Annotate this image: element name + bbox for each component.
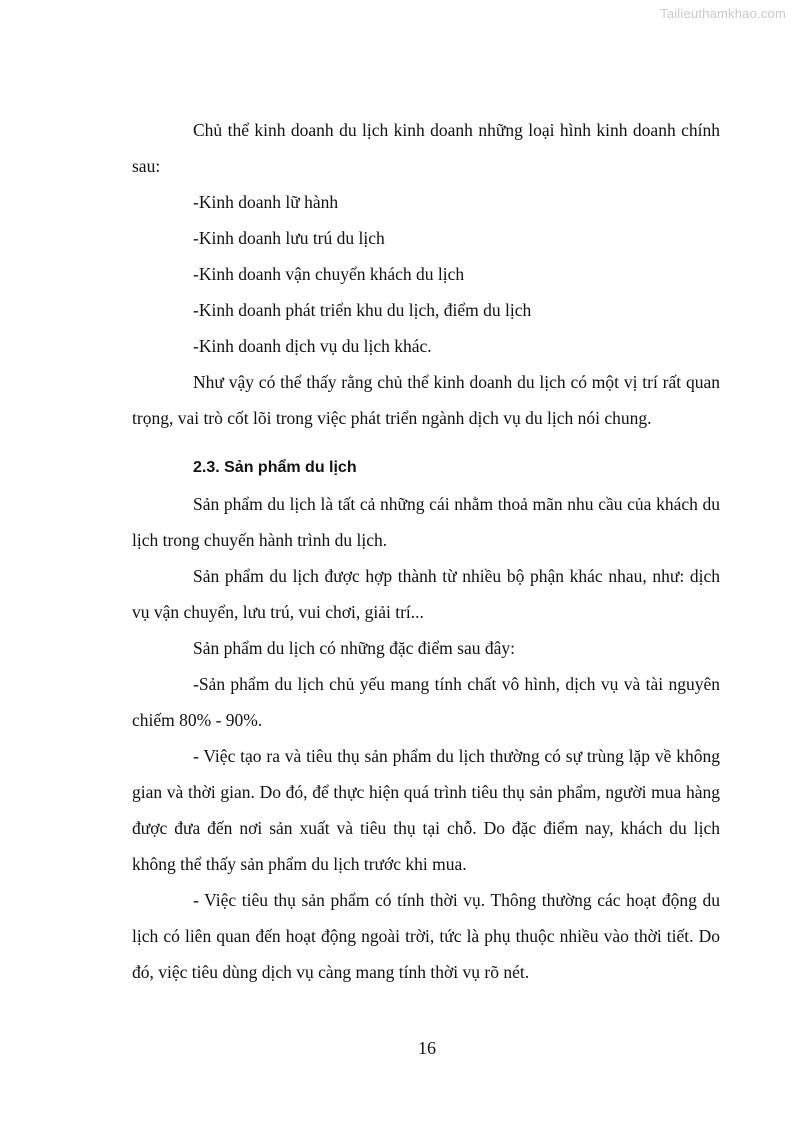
- list-item: -Kinh doanh dịch vụ du lịch khác.: [193, 336, 432, 356]
- paragraph-characteristics-intro: Sản phẩm du lịch có những đặc điểm sau đây:: [193, 638, 515, 658]
- paragraph-characteristic-seasonal: - Việc tiêu thụ sản phẩm có tính thời vụ. Thông thường các hoạt động du lịch có liên quan đến hoạt động ngoài trời, tức là phụ thuộc nhiều vào thời tiết. Do đó, việc tiêu dùng dịch vụ càng mang tính thời vụ rõ nét.: [132, 890, 720, 982]
- watermark: Tailieuthamkhao.com: [660, 6, 786, 21]
- list-item: -Kinh doanh lưu trú du lịch: [193, 228, 385, 248]
- paragraph-characteristic-simultaneous: - Việc tạo ra và tiêu thụ sản phẩm du lịch thường có sự trùng lặp về không gian và thời gian. Do đó, để thực hiện quá trình tiêu thụ sản phẩm, người mua hàng được đưa đến nơi sản xuất và tiêu thụ tại chỗ. Do đặc điểm nay, khách du lịch không thể thấy sản phẩm du lịch trước khi mua.: [132, 746, 720, 874]
- list-item: -Kinh doanh lữ hành: [193, 192, 339, 212]
- list-item: -Kinh doanh vận chuyển khách du lịch: [193, 264, 465, 284]
- paragraph-business-types-intro: Chủ thể kinh doanh du lịch kinh doanh những loại hình kinh doanh chính sau:: [132, 120, 720, 176]
- paragraph-role-summary: Như vậy có thể thấy rằng chủ thể kinh doanh du lịch có một vị trí rất quan trọng, vai trò cốt lõi trong việc phát triển ngành dịch vụ du lịch nói chung.: [132, 372, 720, 428]
- list-item: -Kinh doanh phát triển khu du lịch, điểm du lịch: [193, 300, 532, 320]
- page-number: 16: [418, 1038, 436, 1058]
- paragraph-characteristic-intangible: -Sản phẩm du lịch chủ yếu mang tính chất vô hình, dịch vụ và tài nguyên chiếm 80% - 90%.: [132, 674, 720, 730]
- document-body: [132, 112, 720, 990]
- paragraph-product-components: Sản phẩm du lịch được hợp thành từ nhiều bộ phận khác nhau, như: dịch vụ vận chuyển, lưu trú, vui chơi, giải trí...: [132, 566, 720, 622]
- paragraph-product-definition: Sản phẩm du lịch là tất cả những cái nhằm thoả mãn nhu cầu của khách du lịch trong chuyến hành trình du lịch.: [132, 494, 720, 550]
- section-heading: 2.3. Sản phẩm du lịch: [193, 459, 357, 476]
